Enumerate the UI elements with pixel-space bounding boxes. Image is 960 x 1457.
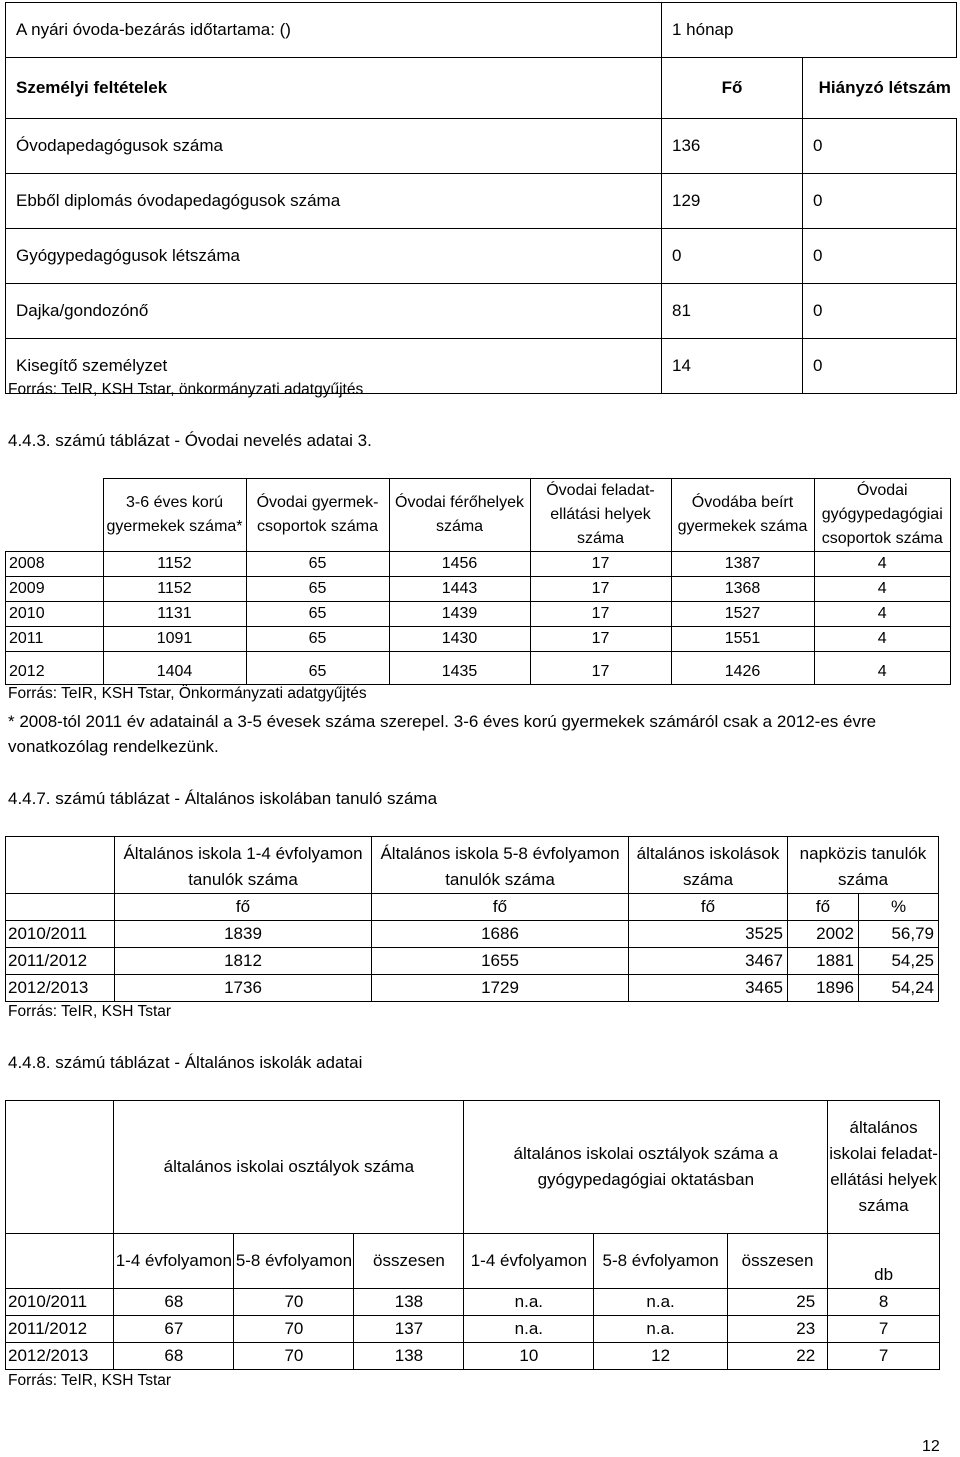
unit-cell: fő (629, 894, 788, 921)
header-row (6, 1101, 940, 1234)
data-cell: 17 (530, 577, 671, 602)
data-cell: 70 (234, 1343, 354, 1370)
year-cell: 2010/2011 (6, 1289, 114, 1316)
school-students-table (5, 836, 939, 1002)
data-cell: 3525 (629, 921, 788, 948)
data-cell: 17 (530, 652, 671, 685)
data-cell: 1839 (115, 921, 372, 948)
column-header: Óvodai feladat-ellátási helyek száma (530, 479, 671, 552)
data-cell: n.a. (594, 1289, 728, 1316)
data-cell: 1091 (103, 627, 246, 652)
unit-cell: 1-4 évfolyamon (114, 1234, 234, 1289)
column-header: általános iskolai feladat-ellátási helyek száma (828, 1101, 940, 1234)
personnel-header-label: Személyi feltételek (6, 58, 662, 119)
personnel-header-fo: Fő (662, 58, 803, 119)
page-number: 12 (922, 1438, 940, 1455)
column-header: napközis tanulók száma (788, 837, 939, 894)
subheader-row (6, 894, 939, 921)
data-cell: 65 (246, 552, 389, 577)
column-header: Óvodai gyógypedagógiai csoportok száma (814, 479, 951, 552)
column-header: Általános iskola 1-4 évfolyamon tanulók száma (115, 837, 372, 894)
table-caption: 4.4.8. számú táblázat - Általános iskolák adatai (8, 1053, 363, 1072)
data-cell: 3465 (629, 975, 788, 1002)
column-header: 3-6 éves korú gyermekek száma* (103, 479, 246, 552)
unit-cell: összesen (354, 1234, 464, 1289)
unit-cell: összesen (727, 1234, 827, 1289)
data-cell: 1131 (103, 602, 246, 627)
data-cell: 25 (727, 1289, 827, 1316)
data-cell: 4 (814, 602, 951, 627)
header-row (6, 837, 939, 894)
personnel-table (5, 2, 957, 394)
data-cell: 1152 (103, 577, 246, 602)
row-fo: 136 (662, 119, 803, 174)
column-header: általános iskolai osztályok száma (114, 1101, 464, 1234)
data-cell: 65 (246, 577, 389, 602)
data-cell: 70 (234, 1289, 354, 1316)
row-hiany: 0 (803, 284, 957, 339)
table-row (6, 975, 939, 1002)
table-row (6, 602, 951, 627)
schools-table (5, 1100, 940, 1370)
year-cell: 2010 (6, 602, 104, 627)
data-cell: 1368 (671, 577, 814, 602)
year-cell: 2008 (6, 552, 104, 577)
data-cell: 17 (530, 602, 671, 627)
data-cell: 8 (828, 1289, 940, 1316)
table-caption: 4.4.3. számú táblázat - Óvodai nevelés adatai 3. (8, 431, 372, 450)
personnel-header-hiany: Hiányzó létszám (803, 58, 957, 119)
row-fo: 0 (662, 229, 803, 284)
row-hiany: 0 (803, 339, 957, 394)
data-cell: 65 (246, 652, 389, 685)
year-cell: 2010/2011 (6, 921, 115, 948)
data-cell: 1881 (788, 948, 859, 975)
row-hiany: 0 (803, 174, 957, 229)
year-cell: 2012/2013 (6, 975, 115, 1002)
data-cell: 1812 (115, 948, 372, 975)
table-row (6, 577, 951, 602)
data-cell: 4 (814, 577, 951, 602)
data-cell: 1551 (671, 627, 814, 652)
data-cell: 138 (354, 1289, 464, 1316)
table-caption: 4.4.7. számú táblázat - Általános iskolában tanuló száma (8, 789, 438, 808)
data-cell: n.a. (464, 1316, 594, 1343)
source-note: Forrás: TeIR, KSH Tstar, Önkormányzati adatgyűjtés (8, 685, 367, 702)
data-cell: 54,25 (859, 948, 939, 975)
data-cell: 70 (234, 1316, 354, 1343)
column-header: általános iskolai osztályok száma a gyógypedagógiai oktatásban (464, 1101, 828, 1234)
data-cell: 17 (530, 552, 671, 577)
table-row (6, 284, 957, 339)
header-row (6, 479, 951, 552)
year-cell: 2012/2013 (6, 1343, 114, 1370)
table-row (6, 119, 957, 174)
data-cell: 1729 (372, 975, 629, 1002)
data-cell: 54,24 (859, 975, 939, 1002)
row-fo: 81 (662, 284, 803, 339)
empty-cell (6, 894, 115, 921)
data-cell: 67 (114, 1316, 234, 1343)
row-label: Kisegítő személyzet (6, 339, 662, 394)
closure-row (6, 3, 957, 58)
row-fo: 129 (662, 174, 803, 229)
table-row (6, 921, 939, 948)
table-row (6, 552, 951, 577)
data-cell: 56,79 (859, 921, 939, 948)
column-header: Óvodai férőhelyek száma (389, 479, 530, 552)
data-cell: 7 (828, 1343, 940, 1370)
data-cell: 1686 (372, 921, 629, 948)
unit-cell: 1-4 évfolyamon (464, 1234, 594, 1289)
data-cell: 22 (727, 1343, 827, 1370)
subheader-row (6, 1234, 940, 1289)
unit-cell: fő (788, 894, 859, 921)
data-cell: 1527 (671, 602, 814, 627)
row-label: Ebből diplomás óvodapedagógusok száma (6, 174, 662, 229)
source-note: Forrás: TeIR, KSH Tstar (8, 1372, 172, 1389)
data-cell: 12 (594, 1343, 728, 1370)
data-cell: 1426 (671, 652, 814, 685)
unit-cell: 5-8 évfolyamon (594, 1234, 728, 1289)
row-hiany: 0 (803, 119, 957, 174)
year-cell: 2011 (6, 627, 104, 652)
footnote: * 2008-tól 2011 év adatainál a 3-5 évesek száma szerepel. 3-6 éves korú gyermekek számáról csak a 2012-es évre vonatkozólag rendelkezünk. (8, 712, 877, 756)
table-row (6, 1289, 940, 1316)
year-header (6, 837, 115, 894)
data-cell: 68 (114, 1289, 234, 1316)
data-cell: 1152 (103, 552, 246, 577)
data-cell: 137 (354, 1316, 464, 1343)
data-cell: 138 (354, 1343, 464, 1370)
data-cell: n.a. (464, 1289, 594, 1316)
unit-cell: fő (115, 894, 372, 921)
column-header: Óvodába beírt gyermekek száma (671, 479, 814, 552)
data-cell: 4 (814, 652, 951, 685)
data-cell: 3467 (629, 948, 788, 975)
empty-cell (6, 1234, 114, 1289)
row-label: Gyógypedagógusok létszáma (6, 229, 662, 284)
year-header (6, 1101, 114, 1234)
data-cell: 1896 (788, 975, 859, 1002)
data-cell: 1439 (389, 602, 530, 627)
table-row (6, 1343, 940, 1370)
data-cell: 1435 (389, 652, 530, 685)
data-cell: 1456 (389, 552, 530, 577)
unit-cell: % (859, 894, 939, 921)
data-cell: 1655 (372, 948, 629, 975)
row-hiany: 0 (803, 229, 957, 284)
year-cell: 2012 (6, 652, 104, 685)
data-cell: 1443 (389, 577, 530, 602)
table-row (6, 1316, 940, 1343)
table-row (6, 652, 951, 685)
data-cell: 1736 (115, 975, 372, 1002)
personnel-header-row (6, 58, 957, 119)
row-fo: 14 (662, 339, 803, 394)
unit-cell: fő (372, 894, 629, 921)
column-header: Óvodai gyermek-csoportok száma (246, 479, 389, 552)
year-cell: 2011/2012 (6, 1316, 114, 1343)
column-header: Általános iskola 5-8 évfolyamon tanulók száma (372, 837, 629, 894)
closure-value: 1 hónap (662, 3, 957, 58)
data-cell: n.a. (594, 1316, 728, 1343)
table-row (6, 229, 957, 284)
kindergarten-table (5, 478, 951, 685)
source-note: Forrás: TeIR, KSH Tstar, önkormányzati adatgyűjtés (8, 381, 364, 398)
data-cell: 7 (828, 1316, 940, 1343)
data-cell: 4 (814, 627, 951, 652)
data-cell: 1404 (103, 652, 246, 685)
table-row (6, 627, 951, 652)
data-cell: 4 (814, 552, 951, 577)
column-header: általános iskolások száma (629, 837, 788, 894)
unit-cell: 5-8 évfolyamon (234, 1234, 354, 1289)
data-cell: 65 (246, 627, 389, 652)
data-cell: 1387 (671, 552, 814, 577)
closure-label: A nyári óvoda-bezárás időtartama: () (6, 3, 662, 58)
table-row (6, 948, 939, 975)
data-cell: 2002 (788, 921, 859, 948)
year-cell: 2009 (6, 577, 104, 602)
data-cell: 1430 (389, 627, 530, 652)
source-note: Forrás: TeIR, KSH Tstar (8, 1003, 172, 1020)
data-cell: 10 (464, 1343, 594, 1370)
data-cell: 65 (246, 602, 389, 627)
year-cell: 2011/2012 (6, 948, 115, 975)
unit-cell: db (828, 1234, 940, 1289)
data-cell: 17 (530, 627, 671, 652)
row-label: Óvodapedagógusok száma (6, 119, 662, 174)
year-header (6, 479, 104, 552)
data-cell: 68 (114, 1343, 234, 1370)
data-cell: 23 (727, 1316, 827, 1343)
row-label: Dajka/gondozónő (6, 284, 662, 339)
table-row (6, 174, 957, 229)
